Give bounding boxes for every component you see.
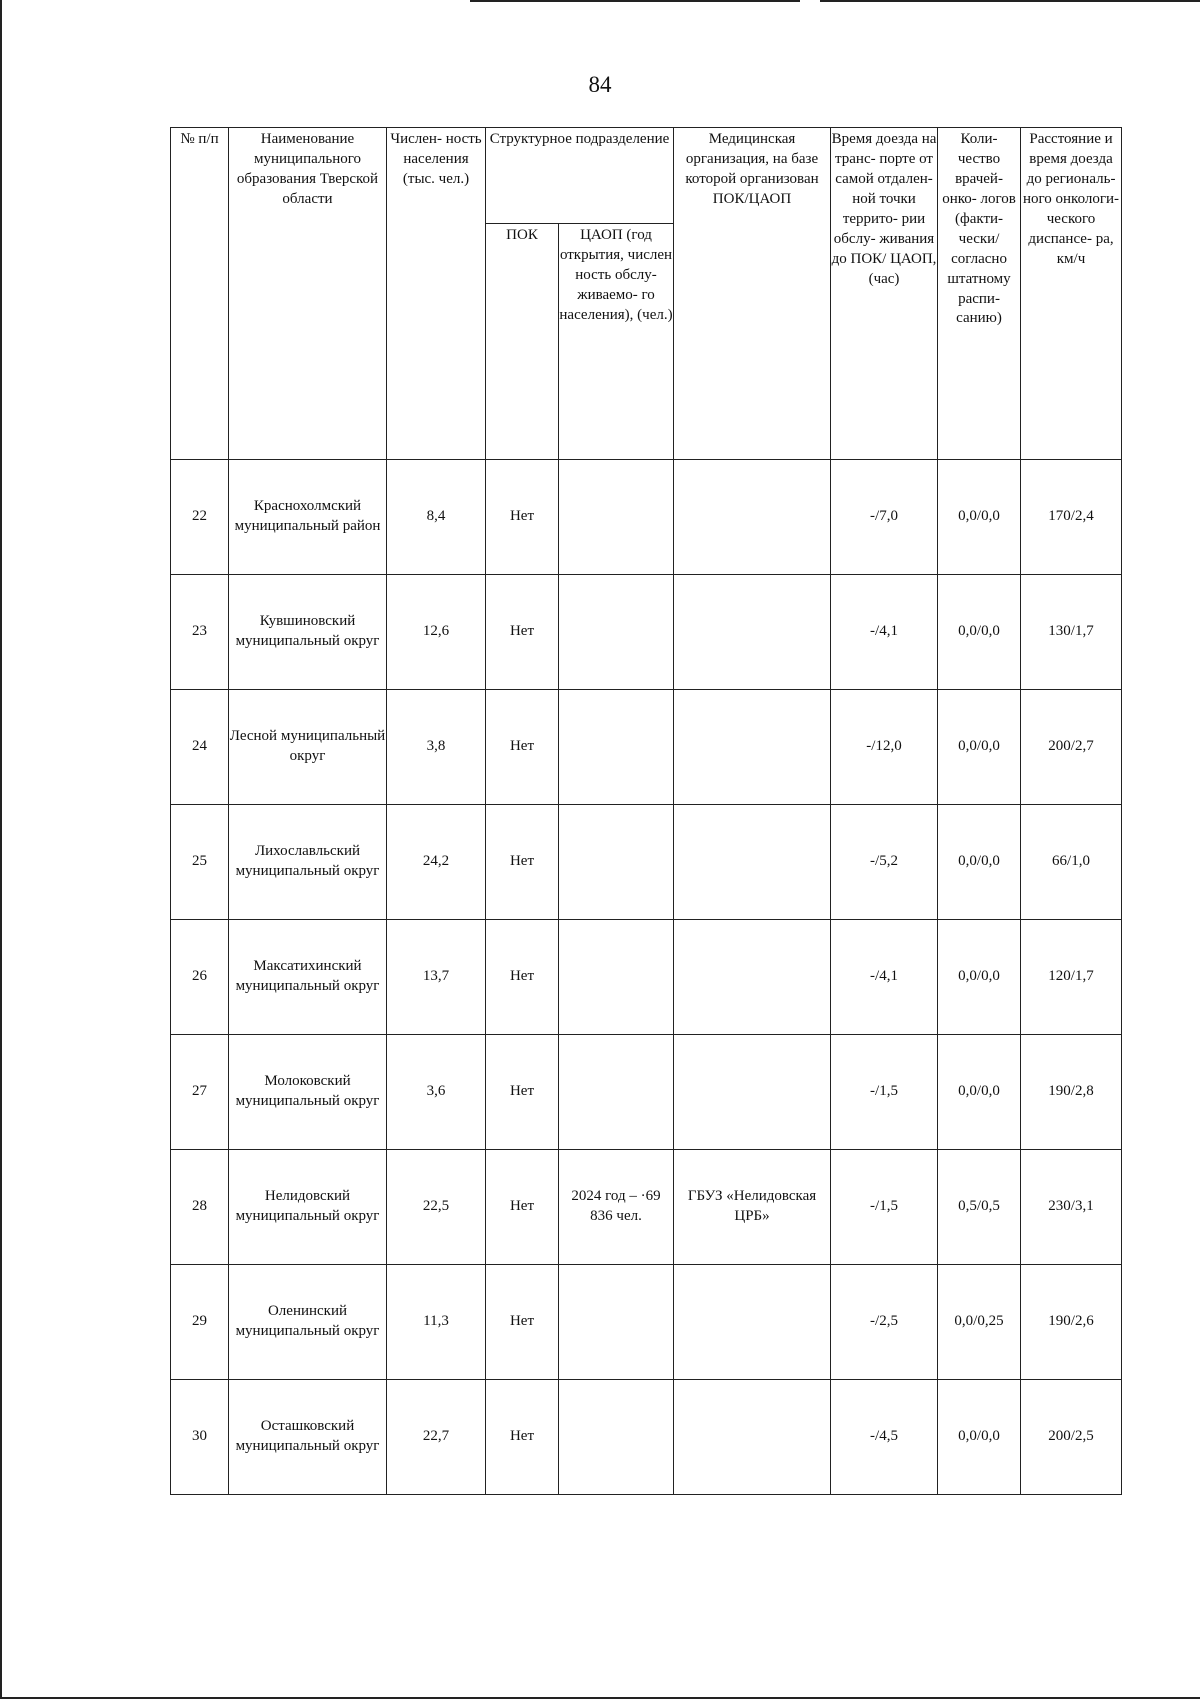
cell-name: Осташковский муниципальный округ [229,1380,387,1495]
cell-population: 13,7 [387,920,486,1035]
cell-name: Краснохолмский муниципальный район [229,460,387,575]
cell-name: Молоковский муниципальный округ [229,1035,387,1150]
table-row [171,575,1122,690]
cell-num: 28 [171,1150,229,1265]
cell-medorg [674,690,831,805]
cell-population: 3,6 [387,1035,486,1150]
cell-medorg [674,920,831,1035]
header-pok: ПОК [486,224,559,460]
cell-pok: Нет [486,1380,559,1495]
cell-distance: 230/3,1 [1021,1150,1122,1265]
cell-distance: 66/1,0 [1021,805,1122,920]
cell-population: 24,2 [387,805,486,920]
cell-name: Нелидовский муниципальный округ [229,1150,387,1265]
cell-time: -/4,1 [831,920,938,1035]
table-row [171,460,1122,575]
header-population: Числен- ность населения (тыс. чел.) [387,128,486,460]
cell-pok: Нет [486,805,559,920]
cell-doctors: 0,0/0,0 [938,1035,1021,1150]
cell-caop [559,690,674,805]
cell-num: 26 [171,920,229,1035]
cell-name: Лихославльский муниципальный округ [229,805,387,920]
cell-num: 24 [171,690,229,805]
cell-population: 12,6 [387,575,486,690]
cell-time: -/1,5 [831,1035,938,1150]
cell-caop [559,805,674,920]
header-medorg: Медицинская организация, на базе которой организован ПОК/ЦАОП [674,128,831,460]
cell-caop [559,575,674,690]
header-time: Время доезда на транс- порте от самой отдален- ной точки террито- рии обслу- живания до ПОК/ ЦАОП, (час) [831,128,938,460]
cell-distance: 200/2,7 [1021,690,1122,805]
cell-population: 3,8 [387,690,486,805]
cell-population: 22,5 [387,1150,486,1265]
table-header [171,128,1122,460]
cell-doctors: 0,0/0,25 [938,1265,1021,1380]
cell-caop [559,1380,674,1495]
table-row [171,1265,1122,1380]
cell-pok: Нет [486,690,559,805]
cell-time: -/4,5 [831,1380,938,1495]
cell-pok: Нет [486,1265,559,1380]
cell-time: -/2,5 [831,1265,938,1380]
cell-num: 22 [171,460,229,575]
table-row [171,1150,1122,1265]
cell-doctors: 0,0/0,0 [938,920,1021,1035]
cell-distance: 130/1,7 [1021,575,1122,690]
cell-time: -/7,0 [831,460,938,575]
cell-name: Оленинский муниципальный округ [229,1265,387,1380]
cell-pok: Нет [486,575,559,690]
cell-doctors: 0,5/0,5 [938,1150,1021,1265]
cell-time: -/1,5 [831,1150,938,1265]
cell-pok: Нет [486,1150,559,1265]
table-row [171,1380,1122,1495]
cell-name: Лесной муниципальный округ [229,690,387,805]
cell-name: Максатихинский муниципальный округ [229,920,387,1035]
header-num: № п/п [171,128,229,460]
cell-caop [559,1265,674,1380]
cell-time: -/4,1 [831,575,938,690]
header-distance: Расстояние и время доезда до региональ- ного онкологи- ческого диспансе- ра, км/ч [1021,128,1122,460]
cell-caop [559,460,674,575]
cell-doctors: 0,0/0,0 [938,575,1021,690]
table-row [171,805,1122,920]
cell-num: 29 [171,1265,229,1380]
cell-population: 8,4 [387,460,486,575]
cell-medorg [674,1380,831,1495]
cell-num: 27 [171,1035,229,1150]
cell-distance: 200/2,5 [1021,1380,1122,1495]
cell-pok: Нет [486,920,559,1035]
cell-name: Кувшиновский муниципальный округ [229,575,387,690]
cell-distance: 120/1,7 [1021,920,1122,1035]
cell-medorg [674,1035,831,1150]
header-caop: ЦАОП (год открытия, числен ность обслу- живаемо- го населения), (чел.) [559,224,674,460]
page-number: 84 [588,72,612,97]
scan-left-edge [0,0,2,1699]
header-structural: Структурное подразделение [486,128,674,224]
cell-doctors: 0,0/0,0 [938,1380,1021,1495]
scan-top-border [470,0,800,2]
header-doctors: Коли- чество врачей- онко- логов (факти- чески/ согласно штатному распи- санию) [938,128,1021,460]
cell-medorg: ГБУЗ «Нелидовская ЦРБ» [674,1150,831,1265]
cell-medorg [674,1265,831,1380]
cell-medorg [674,805,831,920]
cell-caop [559,1035,674,1150]
cell-doctors: 0,0/0,0 [938,690,1021,805]
table-row [171,690,1122,805]
cell-caop [559,920,674,1035]
cell-num: 25 [171,805,229,920]
cell-population: 22,7 [387,1380,486,1495]
table-row [171,920,1122,1035]
cell-doctors: 0,0/0,0 [938,805,1021,920]
cell-num: 23 [171,575,229,690]
cell-medorg [674,460,831,575]
cell-caop: 2024 год – ·69 836 чел. [559,1150,674,1265]
cell-pok: Нет [486,1035,559,1150]
scan-top-border-right [820,0,1200,2]
cell-medorg [674,575,831,690]
table-row [171,1035,1122,1150]
cell-time: -/5,2 [831,805,938,920]
header-name: Наименование муниципального образования Тверской области [229,128,387,460]
cell-distance: 170/2,4 [1021,460,1122,575]
oncology-units-table [170,127,1122,1495]
cell-distance: 190/2,6 [1021,1265,1122,1380]
table-body [171,460,1122,1495]
cell-distance: 190/2,8 [1021,1035,1122,1150]
cell-population: 11,3 [387,1265,486,1380]
cell-doctors: 0,0/0,0 [938,460,1021,575]
cell-time: -/12,0 [831,690,938,805]
cell-num: 30 [171,1380,229,1495]
cell-pok: Нет [486,460,559,575]
